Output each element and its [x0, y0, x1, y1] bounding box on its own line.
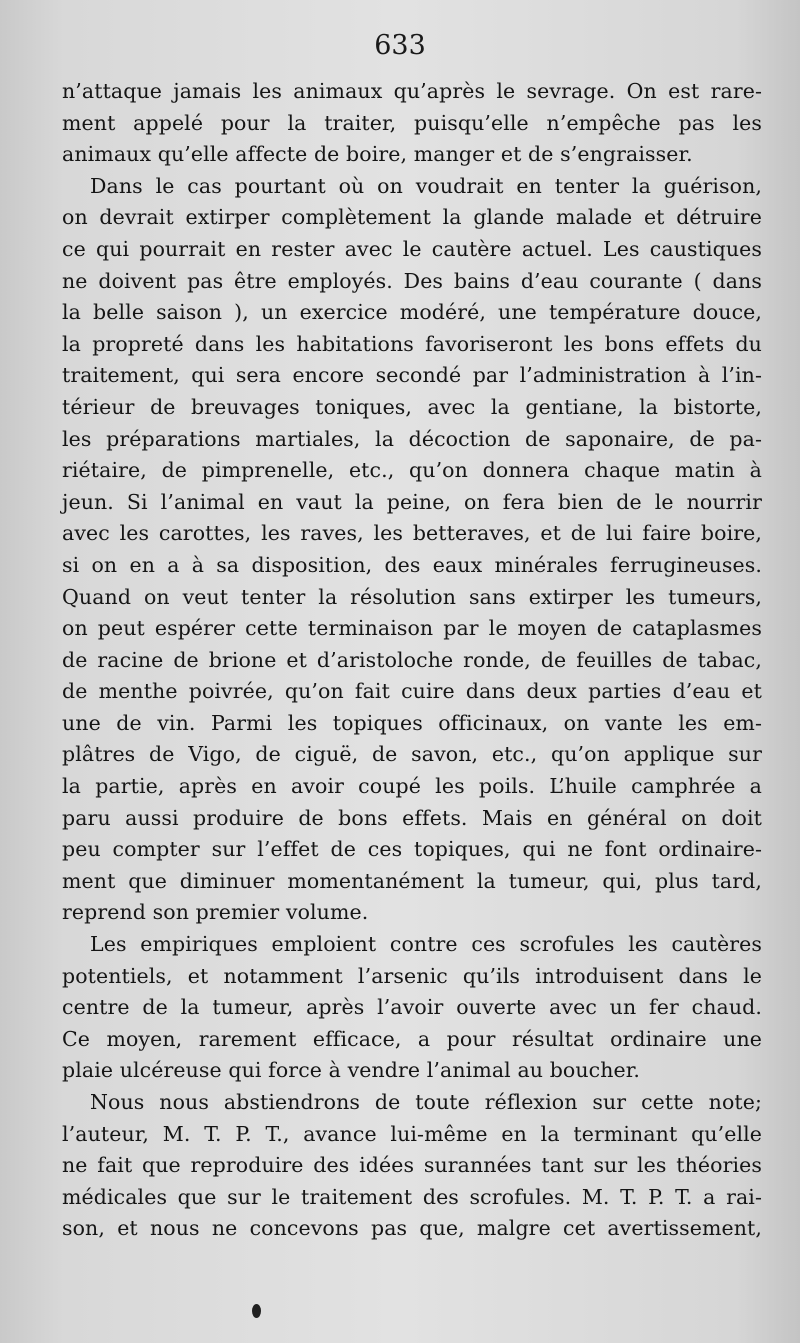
- text-line: la partie, après en avoir coupé les poils. L’huile camphrée a: [62, 774, 762, 799]
- text-line: ment appelé pour la traiter, puisqu’elle n’empêche pas les: [62, 110, 762, 135]
- text-line: riétaire, de pimprenelle, etc., qu’on donnera chaque matin à: [62, 458, 762, 483]
- text-line: les préparations martiales, la décoction de saponaire, de pa-: [62, 426, 762, 451]
- text-line: animaux qu’elle affecte de boire, manger et de s’engraisser.: [62, 142, 693, 167]
- text-line: reprend son premier volume.: [62, 900, 369, 925]
- text-line: ne doivent pas être employés. Des bains d’eau courante ( dans: [62, 268, 762, 293]
- text-line: médicales que sur le traitement des scrofules. M. T. P. T. a rai-: [62, 1184, 762, 1209]
- text-line: potentiels, et notamment l’arsenic qu’ils introduisent dans le: [62, 963, 762, 988]
- text-line: paru aussi produire de bons effets. Mais en général on doit: [62, 805, 762, 830]
- text-line: l’auteur, M. T. P. T., avance lui-même en la terminant qu’elle: [62, 1121, 762, 1146]
- body-text: [62, 76, 762, 1245]
- text-line: son, et nous ne concevons pas que, malgre cet avertissement,: [62, 1216, 762, 1241]
- text-line: centre de la tumeur, après l’avoir ouverte avec un fer chaud.: [62, 995, 762, 1020]
- page-number: 633: [374, 30, 426, 61]
- text-line: de menthe poivrée, qu’on fait cuire dans deux parties d’eau et: [62, 679, 762, 704]
- ink-blot: [252, 1304, 261, 1318]
- text-line: térieur de breuvages toniques, avec la gentiane, la bistorte,: [62, 394, 762, 419]
- text-line: Quand on veut tenter la résolution sans extirper les tumeurs,: [62, 584, 762, 609]
- text-line: traitement, qui sera encore secondé par l’administration à l’in-: [62, 363, 762, 388]
- text-line: Ce moyen, rarement efficace, a pour résultat ordinaire une: [62, 1026, 762, 1051]
- text-line: avec les carottes, les raves, les betteraves, et de lui faire boire,: [62, 521, 762, 546]
- text-line: n’attaque jamais les animaux qu’après le sevrage. On est rare-: [62, 79, 762, 103]
- text-line: peu compter sur l’effet de ces topiques, qui ne font ordinaire-: [62, 837, 762, 862]
- text-line: on devrait extirper complètement la glande malade et détruire: [62, 205, 762, 230]
- text-line: plâtres de Vigo, de ciguë, de savon, etc., qu’on applique sur: [62, 742, 762, 767]
- text-line: ce qui pourrait en rester avec le cautère actuel. Les caustiques: [62, 236, 762, 261]
- text-line: Dans le cas pourtant où on voudrait en tenter la guérison,: [90, 173, 762, 198]
- text-line: de racine de brione et d’aristoloche ronde, de feuilles de tabac,: [62, 647, 762, 672]
- text-line: Nous nous abstiendrons de toute réflexion sur cette note;: [90, 1090, 762, 1114]
- text-line: Les empiriques emploient contre ces scrofules les cautères: [90, 932, 762, 957]
- text-line: la propreté dans les habitations favoriseront les bons effets du: [62, 331, 762, 356]
- text-line: jeun. Si l’animal en vaut la peine, on fera bien de le nourrir: [62, 489, 762, 514]
- text-line: si on en a à sa disposition, des eaux minérales ferrugineuses.: [62, 552, 762, 577]
- text-line: une de vin. Parmi les topiques officinaux, on vante les em-: [62, 710, 762, 735]
- text-line: ne fait que reproduire des idées surannées tant sur les théories: [62, 1153, 762, 1178]
- text-line: ment que diminuer momentanément la tumeur, qui, plus tard,: [62, 868, 762, 893]
- text-line: plaie ulcéreuse qui force à vendre l’animal au boucher.: [62, 1058, 641, 1083]
- text-line: la belle saison ), un exercice modéré, une température douce,: [62, 300, 762, 325]
- text-line: on peut espérer cette terminaison par le moyen de cataplasmes: [62, 616, 762, 641]
